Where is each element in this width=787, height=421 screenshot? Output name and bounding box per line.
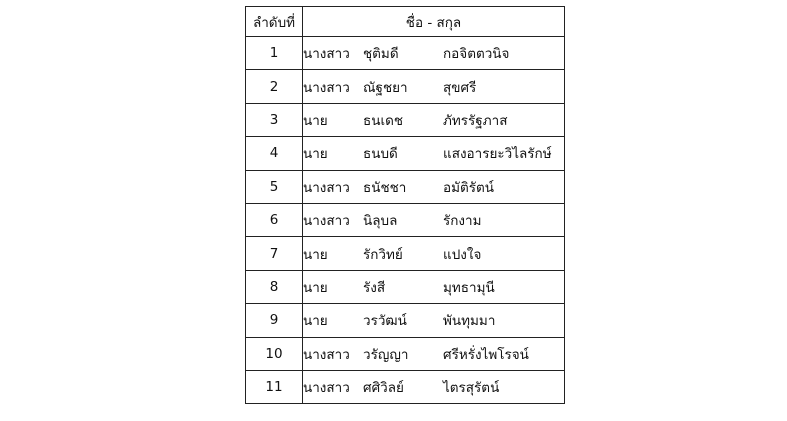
first-name: ธนัชชา (363, 179, 407, 196)
name-title: นางสาว (303, 213, 350, 230)
last-name: รักงาม (443, 213, 482, 230)
table-row (246, 203, 565, 236)
name-roster-table (245, 6, 565, 404)
table-row (246, 103, 565, 136)
row-number: 6 (246, 203, 303, 236)
name-title: นาย (303, 246, 328, 263)
table-row (246, 370, 565, 403)
fullname-cell (303, 337, 565, 370)
row-number: 1 (246, 37, 303, 70)
name-title: นาย (303, 313, 328, 330)
name-title: นาย (303, 112, 328, 129)
row-number: 5 (246, 170, 303, 203)
first-name: ศศิวิลย์ (363, 380, 404, 397)
last-name: มุทธามุนี (443, 279, 495, 296)
row-number: 11 (246, 370, 303, 403)
first-name: ชุติมดี (363, 46, 399, 63)
last-name: แสงอารยะวิไลรักษ์ (443, 146, 552, 163)
first-name: ธนเดช (363, 112, 404, 129)
first-name: วรวัฒน์ (363, 313, 407, 330)
table-row (246, 137, 565, 170)
fullname-cell (303, 270, 565, 303)
fullname-cell (303, 237, 565, 270)
fullname-cell (303, 370, 565, 403)
table-row (246, 70, 565, 103)
table-row (246, 170, 565, 203)
first-name: ธนบดี (363, 146, 398, 163)
last-name: กอจิตตวนิจ (443, 46, 510, 63)
first-name: รักวิทย์ (363, 246, 403, 263)
name-title: นางสาว (303, 46, 350, 63)
fullname-cell (303, 37, 565, 70)
first-name: นิลุบล (363, 213, 398, 230)
row-number: 8 (246, 270, 303, 303)
name-title: นางสาว (303, 380, 350, 397)
fullname-cell (303, 203, 565, 236)
last-name: ศรีหรั่งไพโรจน์ (443, 346, 529, 363)
column-header-number: ลำดับที่ (246, 7, 303, 37)
name-title: นางสาว (303, 346, 350, 363)
row-number: 2 (246, 70, 303, 103)
last-name: สุขศรี (443, 79, 477, 96)
row-number: 4 (246, 137, 303, 170)
table-row (246, 37, 565, 70)
fullname-cell (303, 137, 565, 170)
first-name: ณัฐชยา (363, 79, 408, 96)
table-row (246, 237, 565, 270)
last-name: ไตรสุรัตน์ (443, 380, 500, 397)
row-number: 7 (246, 237, 303, 270)
column-header-fullname: ชื่อ - สกุล (303, 7, 565, 37)
last-name: แปงใจ (443, 246, 482, 263)
fullname-cell (303, 170, 565, 203)
row-number: 3 (246, 103, 303, 136)
table-row (246, 337, 565, 370)
row-number: 9 (246, 304, 303, 337)
fullname-cell (303, 304, 565, 337)
table-row (246, 270, 565, 303)
row-number: 10 (246, 337, 303, 370)
name-title: นางสาว (303, 79, 350, 96)
table-header-row (246, 7, 565, 37)
last-name: ภัทรรัฐภาส (443, 112, 508, 129)
name-title: นางสาว (303, 179, 350, 196)
first-name: วรัญญา (363, 346, 409, 363)
fullname-cell (303, 103, 565, 136)
name-title: นาย (303, 146, 328, 163)
last-name: อมัติรัตน์ (443, 179, 495, 196)
first-name: รังสี (363, 279, 386, 296)
last-name: พันทุมมา (443, 313, 496, 330)
table-body (246, 37, 565, 404)
fullname-cell (303, 70, 565, 103)
name-title: นาย (303, 279, 328, 296)
table-row (246, 304, 565, 337)
